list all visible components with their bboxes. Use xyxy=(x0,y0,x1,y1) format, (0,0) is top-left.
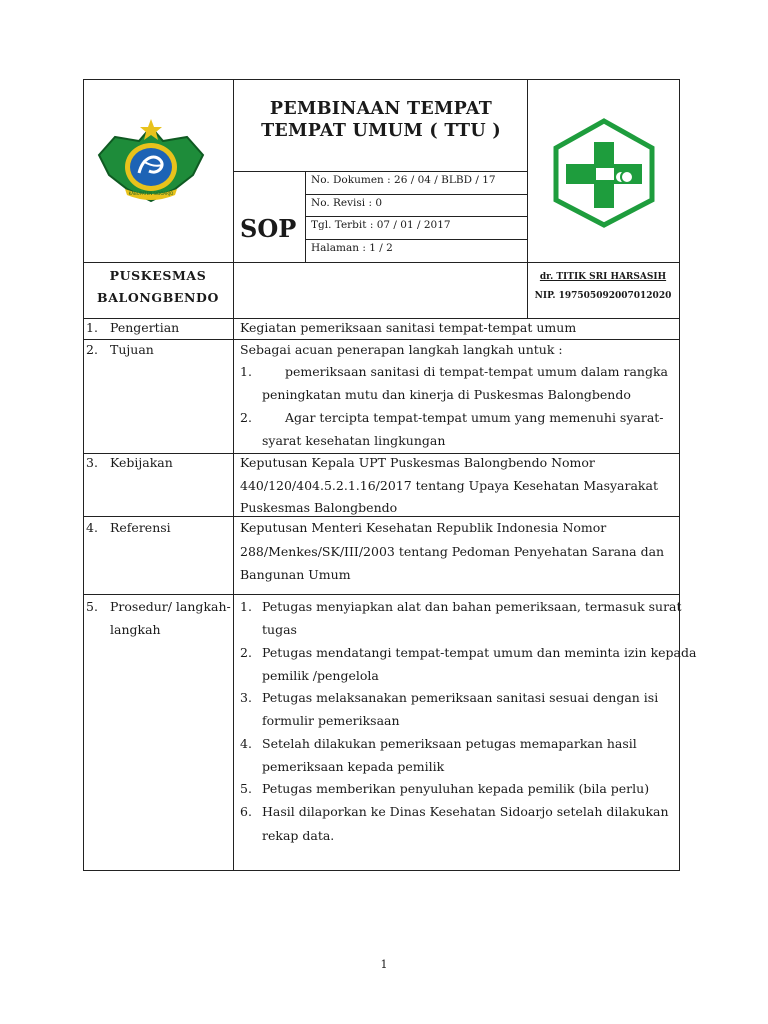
section-text: Puskesmas Balongbendo xyxy=(240,500,398,515)
section-number: 4. xyxy=(86,520,98,535)
grid-line xyxy=(679,79,680,871)
step-text-cont: pemilik /pengelola xyxy=(262,668,379,683)
grid-line xyxy=(233,79,234,871)
section-label: Kebijakan xyxy=(110,455,173,470)
revision-number: No. Revisi : 0 xyxy=(311,197,383,209)
page-count: Halaman : 1 / 2 xyxy=(311,242,393,254)
section-text: Kegiatan pemeriksaan sanitasi tempat-tempat umum xyxy=(240,320,577,335)
section-label: Referensi xyxy=(110,520,171,535)
section-number: 2. xyxy=(86,342,98,357)
org-name-line2: BALONGBENDO xyxy=(97,290,219,305)
step-text-cont: tugas xyxy=(262,622,297,637)
svg-text:KABUPATEN SIDOARJO: KABUPATEN SIDOARJO xyxy=(128,191,174,196)
section-text: 288/Menkes/SK/III/2003 tentang Pedoman Penyehatan Sarana dan xyxy=(240,544,665,559)
section-number: 1. xyxy=(86,320,98,335)
list-item-text: Agar tercipta tempat-tempat umum yang memenuhi syarat- xyxy=(285,410,664,425)
step-text: Setelah dilakukan pemeriksaan petugas memaparkan hasil xyxy=(262,736,637,751)
list-item-number: 1. xyxy=(240,364,252,379)
step-text: Petugas mendatangi tempat-tempat umum dan meminta izin kepada xyxy=(262,645,697,660)
grid-line xyxy=(305,171,306,262)
grid-line xyxy=(83,453,680,454)
step-text-cont: formulir pemeriksaan xyxy=(262,713,400,728)
regency-emblem xyxy=(95,117,207,205)
grid-line xyxy=(305,239,527,240)
step-number: 3. xyxy=(240,690,252,705)
grid-line xyxy=(83,594,680,595)
section-label: Pengertian xyxy=(110,320,180,335)
list-item-text: pemeriksaan sanitasi di tempat-tempat umum dalam rangka xyxy=(285,364,669,379)
step-text: Petugas menyiapkan alat dan bahan pemeriksaan, termasuk surat xyxy=(262,599,682,614)
grid-line xyxy=(83,79,84,871)
step-text: Petugas melaksanakan pemeriksaan sanitasi sesuai dengan isi xyxy=(262,690,659,705)
section-text: Keputusan Menteri Kesehatan Republik Indonesia Nomor xyxy=(240,520,607,535)
grid-line xyxy=(305,216,527,217)
step-number: 5. xyxy=(240,781,252,796)
sop-label: SOP xyxy=(240,214,297,243)
org-name-line1: PUSKESMAS xyxy=(109,268,207,283)
section-text: 440/120/404.5.2.1.16/2017 tentang Upaya Kesehatan Masyarakat xyxy=(240,478,658,493)
section-number: 3. xyxy=(86,455,98,470)
step-text: Petugas memberikan penyuluhan kepada pemilik (bila perlu) xyxy=(262,781,650,796)
grid-line xyxy=(83,339,680,340)
list-item-text-cont: peningkatan mutu dan kinerja di Puskesmas Balongbendo xyxy=(262,387,631,402)
issue-date: Tgl. Terbit : 07 / 01 / 2017 xyxy=(311,219,451,231)
grid-line xyxy=(83,318,680,319)
section-label: Prosedur/ langkah- xyxy=(110,599,231,614)
grid-line xyxy=(83,516,680,517)
section-text: Bangunan Umum xyxy=(240,567,351,582)
grid-line xyxy=(83,79,680,80)
document-number: No. Dokumen : 26 / 04 / BLBD / 17 xyxy=(311,174,496,186)
step-number: 6. xyxy=(240,804,252,819)
step-number: 2. xyxy=(240,645,252,660)
document-title-line2: TEMPAT UMUM ( TTU ) xyxy=(261,121,501,141)
signer-nip: NIP. 197505092007012020 xyxy=(534,291,672,301)
section-label: Tujuan xyxy=(110,342,154,357)
step-text-cont: rekap data. xyxy=(262,828,335,843)
list-item-text-cont: syarat kesehatan lingkungan xyxy=(262,433,446,448)
step-number: 1. xyxy=(240,599,252,614)
list-item-number: 2. xyxy=(240,410,252,425)
signer-name: dr. TITIK SRI HARSASIH xyxy=(539,272,667,282)
step-number: 4. xyxy=(240,736,252,751)
grid-line xyxy=(83,262,680,263)
emblem-icon xyxy=(95,117,207,205)
section-label-cont: langkah xyxy=(110,622,161,637)
section-intro: Sebagai acuan penerapan langkah langkah untuk : xyxy=(240,342,563,357)
grid-line xyxy=(527,79,528,318)
puskesmas-logo xyxy=(550,118,658,228)
step-text-cont: pemeriksaan kepada pemilik xyxy=(262,759,445,774)
grid-line xyxy=(305,194,527,195)
step-text: Hasil dilaporkan ke Dinas Kesehatan Sidoarjo setelah dilakukan xyxy=(262,804,669,819)
page-number: 1 xyxy=(380,958,388,971)
section-text: Keputusan Kepala UPT Puskesmas Balongbendo Nomor xyxy=(240,455,595,470)
document-title-line1: PEMBINAAN TEMPAT xyxy=(269,99,493,119)
puskesmas-cross-icon xyxy=(550,118,658,228)
section-number: 5. xyxy=(86,599,98,614)
grid-line xyxy=(83,870,680,871)
grid-line xyxy=(233,171,527,172)
